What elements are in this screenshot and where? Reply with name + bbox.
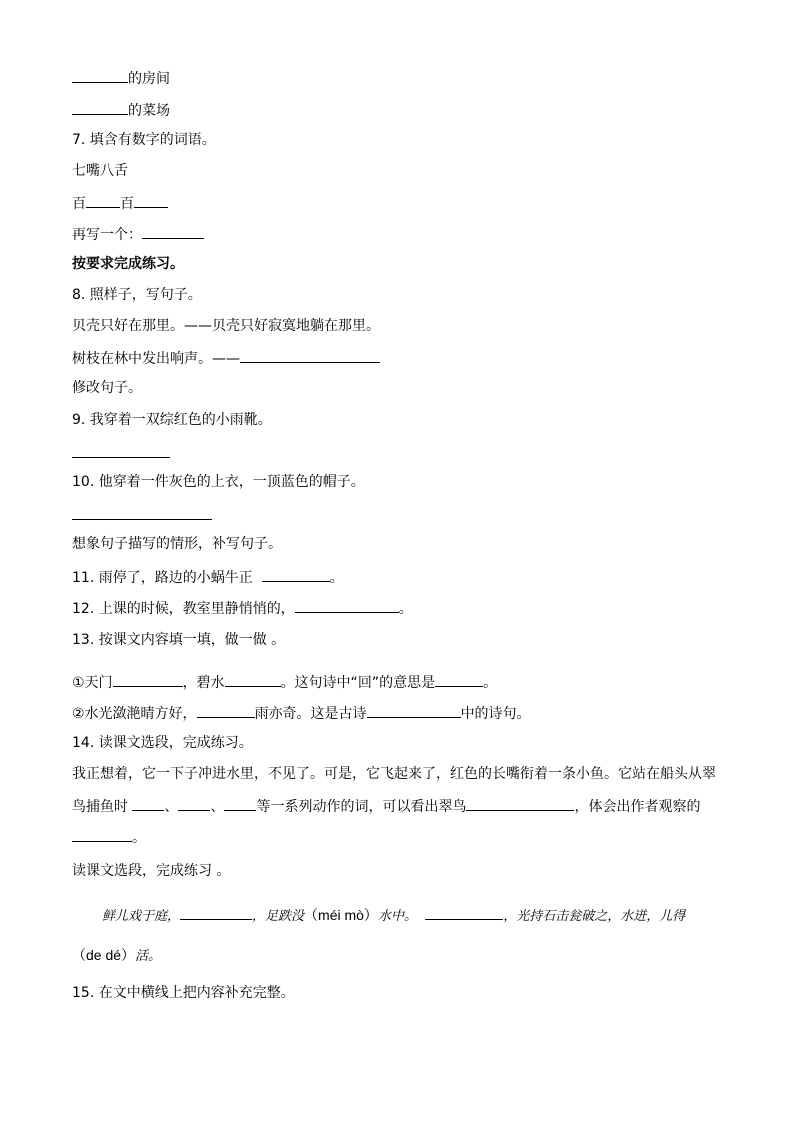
q10-title: 10. 他穿着一件灰色的上衣，一顶蓝色的帽子。 — [72, 474, 365, 490]
blank[interactable] — [425, 905, 503, 920]
q8-example: 贝壳只好在那里。——贝壳只好寂寞地躺在那里。 — [72, 318, 380, 334]
blank[interactable] — [113, 672, 183, 687]
passage-line2: （de dé）活。 — [72, 947, 162, 964]
q7-hundred-line: 百 百 — [72, 193, 168, 213]
blank[interactable] — [142, 224, 204, 239]
blank[interactable] — [86, 193, 120, 208]
section-heading: 修改句子。 — [72, 380, 142, 396]
blank[interactable] — [132, 796, 164, 811]
blank[interactable] — [295, 598, 399, 613]
answer-line[interactable] — [72, 519, 212, 520]
q14-title: 14. 读课文选段，完成练习。 — [72, 735, 253, 751]
blank[interactable] — [72, 827, 132, 842]
q8-title: 8. 照样子，写句子。 — [72, 287, 202, 303]
blank[interactable] — [225, 672, 281, 687]
q11-line: 11. 雨停了，路边的小蜗牛正 。 — [72, 567, 344, 587]
blank[interactable] — [466, 796, 574, 811]
q13-line2: ②水光潋滟晴方好， 雨亦奇。这是古诗 中的诗句。 — [72, 703, 531, 723]
q13-title: 13. 按课文内容填一填，做一做 。 — [72, 632, 286, 648]
blank[interactable] — [435, 672, 483, 687]
q6-line-market: 的菜场 — [72, 100, 170, 120]
q12-line: 12. 上课的时候，教室里静悄悄的， 。 — [72, 598, 413, 618]
q7-again-line: 再写一个： — [72, 224, 204, 244]
passage-line1: 鲜儿戏于庭， ，足跌没（méi mò）水中。 ，光持石击瓮破之，水迸，儿得 — [102, 907, 686, 924]
blank[interactable] — [180, 905, 252, 920]
section-heading: 按要求完成练习。 — [72, 256, 184, 272]
section-heading: 读课文选段，完成练习 。 — [72, 863, 231, 879]
blank[interactable] — [178, 796, 210, 811]
q7-example: 七嘴八舌 — [72, 163, 128, 179]
blank[interactable] — [72, 68, 128, 83]
blank[interactable] — [197, 703, 255, 718]
q14-para-line3: 。 — [72, 827, 146, 847]
blank[interactable] — [72, 100, 128, 115]
q6-line-room: 的房间 — [72, 68, 170, 88]
answer-line[interactable] — [72, 457, 170, 458]
q8-prompt: 树枝在林中发出响声。—— — [72, 348, 380, 368]
blank[interactable] — [224, 796, 256, 811]
q14-para-line2: 鸟捕鱼时 、 、 等一系列动作的词，可以看出翠鸟 ，体会出作者观察的 — [72, 796, 700, 816]
blank[interactable] — [367, 703, 461, 718]
blank[interactable] — [262, 567, 330, 582]
blank[interactable] — [240, 348, 380, 363]
q15-title: 15. 在文中横线上把内容补充完整。 — [72, 985, 295, 1001]
q14-para-line1: 我正想着，它一下子冲进水里，不见了。可是，它飞起来了，红色的长嘴衔着一条小鱼。它站在船头从翠 — [72, 766, 716, 782]
blank[interactable] — [134, 193, 168, 208]
q13-line1: ①天门 ，碧水 。这句诗中“回”的意思是 。 — [72, 672, 497, 692]
q7-title: 7. 填含有数字的词语。 — [72, 132, 216, 148]
q9-title: 9. 我穿着一双综红色的小雨靴。 — [72, 412, 272, 428]
section-heading: 想象句子描写的情形，补写句子。 — [72, 536, 282, 552]
